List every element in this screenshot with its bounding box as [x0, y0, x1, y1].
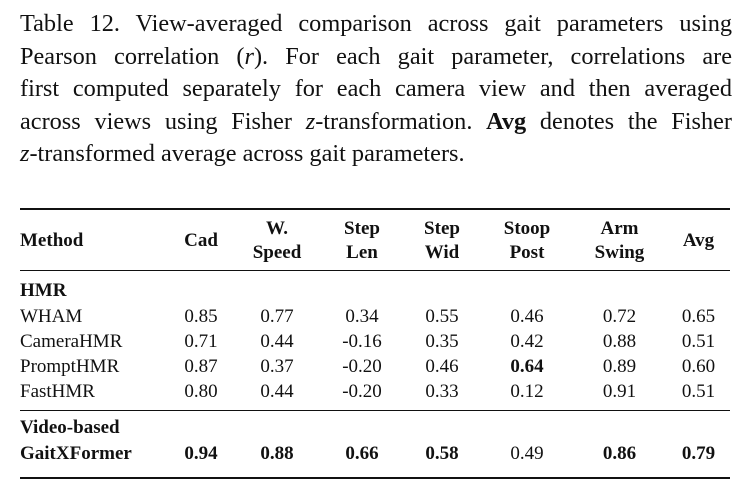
value-cell-arm-swing: 0.72 [602, 305, 637, 327]
value-cell-step-len: 0.34 [345, 305, 379, 327]
value-cell-step-len: 0.66 [345, 442, 379, 464]
method-cell: WHAM [20, 305, 83, 327]
value-cell-stoop-post: 0.49 [510, 442, 544, 464]
value-cell-stoop-post: 0.12 [510, 380, 544, 402]
value-cell-avg: 0.51 [681, 380, 716, 402]
value-cell-cad: 0.71 [184, 330, 218, 352]
caption-line-1: Table 12. View-averaged comparison across gait parameters using [20, 10, 732, 37]
header-step-wid: Step Wid [424, 218, 460, 263]
value-cell-avg: 0.65 [681, 305, 716, 327]
results-table [20, 212, 730, 466]
table-row [20, 441, 730, 466]
header-step-len: Step Len [344, 218, 380, 263]
table-row [20, 329, 730, 354]
header-method: Method [20, 230, 84, 251]
table-row [20, 354, 730, 379]
header-arm-swing: Arm Swing [594, 218, 645, 263]
table-row [20, 304, 730, 329]
method-cell: CameraHMR [20, 330, 123, 352]
method-cell: PromptHMR [20, 355, 120, 377]
value-cell-cad: 0.87 [184, 355, 218, 377]
table-row [20, 379, 730, 404]
value-cell-avg: 0.79 [681, 442, 716, 464]
group-label: Video-based [20, 417, 120, 438]
value-cell-arm-swing: 0.88 [602, 330, 637, 352]
caption-line-3: first computed separately for each camera view and then averaged [20, 75, 732, 103]
group-label: HMR [20, 280, 67, 301]
value-cell-cad: 0.85 [184, 305, 218, 327]
group-row [20, 270, 730, 304]
table-body [20, 270, 730, 466]
value-cell-step-len: -0.16 [342, 330, 382, 352]
value-cell-stoop-post: 0.42 [510, 330, 544, 352]
value-cell-arm-swing: 0.91 [602, 380, 637, 402]
value-cell-avg: 0.51 [681, 330, 716, 352]
caption-line-2: Pearson correlation (r). For each gait parameter, correlations are [20, 42, 732, 70]
table-header-row [20, 212, 730, 270]
value-cell-w-speed: 0.77 [260, 305, 294, 327]
value-cell-arm-swing: 0.89 [602, 355, 637, 377]
value-cell-stoop-post: 0.46 [510, 305, 544, 327]
value-cell-w-speed: 0.44 [260, 380, 294, 402]
value-cell-step-wid: 0.33 [425, 380, 459, 402]
value-cell-step-wid: 0.55 [425, 305, 459, 327]
value-cell-step-wid: 0.58 [425, 442, 459, 464]
method-cell: FastHMR [20, 380, 95, 402]
value-cell-cad: 0.80 [184, 380, 218, 402]
table-caption [20, 8, 732, 171]
value-cell-w-speed: 0.44 [260, 330, 294, 352]
value-cell-w-speed: 0.37 [260, 355, 294, 377]
value-cell-step-wid: 0.46 [425, 355, 459, 377]
value-cell-step-wid: 0.35 [425, 330, 459, 352]
header-stoop-post: Stoop Post [503, 218, 551, 263]
header-cad: Cad [184, 230, 218, 251]
value-cell-arm-swing: 0.86 [602, 442, 637, 464]
caption-line-4: across views using Fisher z-transformation. Avg denotes the Fisher [20, 107, 733, 135]
value-cell-w-speed: 0.88 [260, 442, 294, 464]
table-top-rule [20, 208, 730, 210]
caption-line-5: z-transformed average across gait parameters. [20, 140, 465, 168]
header-avg: Avg [682, 230, 715, 251]
value-cell-step-len: -0.20 [342, 380, 382, 402]
table-bottom-rule [20, 477, 730, 479]
value-cell-step-len: -0.20 [342, 355, 382, 377]
value-cell-stoop-post: 0.64 [510, 355, 544, 377]
group-row [20, 404, 730, 441]
value-cell-avg: 0.60 [681, 355, 716, 377]
value-cell-cad: 0.94 [184, 442, 218, 464]
method-cell: GaitXFormer [20, 442, 132, 464]
header-w-speed: W. Speed [252, 218, 302, 263]
